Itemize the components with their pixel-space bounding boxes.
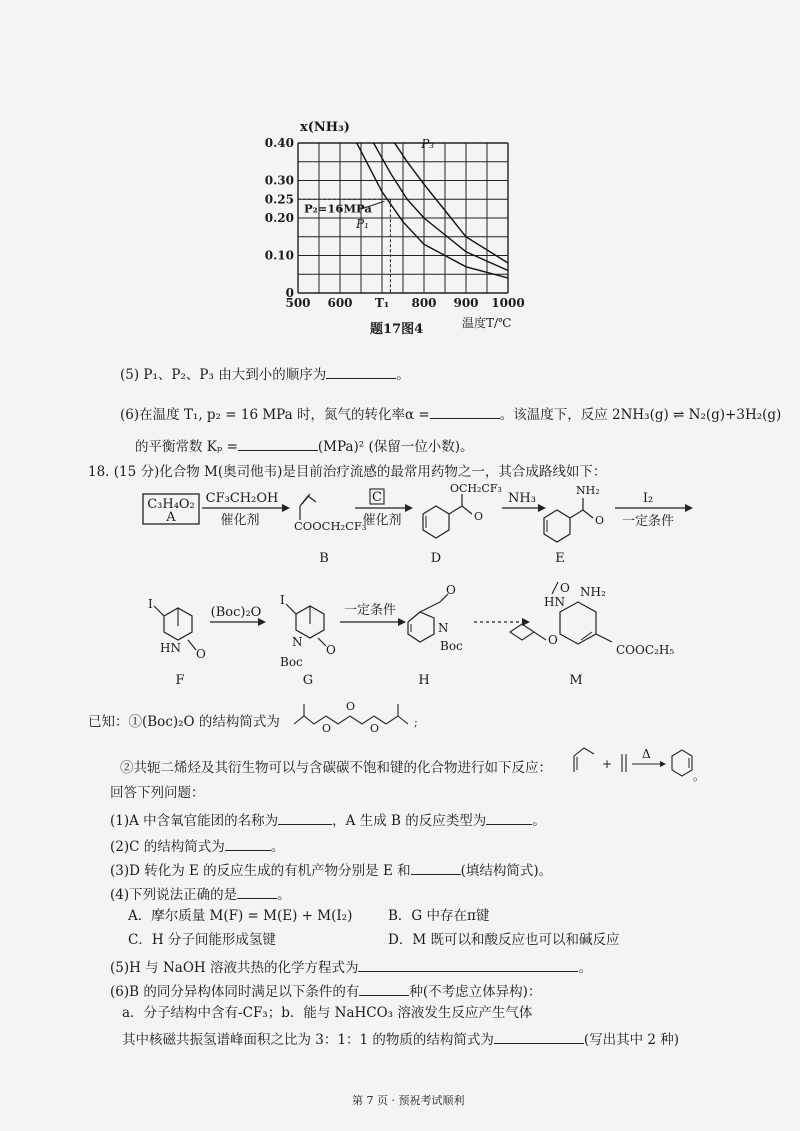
question-18-2 <box>110 838 284 855</box>
x-tick-label: 500 <box>285 296 311 310</box>
s4-blank[interactable] <box>237 886 277 899</box>
y-tick-label: 0.10 <box>264 248 294 263</box>
s1-text-b: ，A 生成 B 的反应类型为 <box>332 813 487 829</box>
x-tick-label: T₁ <box>374 296 390 310</box>
diels-alder-reaction <box>568 742 706 784</box>
compound-d-carbonyl <box>462 506 472 514</box>
compound-c-label: C <box>372 490 382 505</box>
compound-e-carbonyl-o: O <box>595 514 605 527</box>
compound-a-label: A <box>166 510 176 525</box>
compound-b-vinyl <box>300 496 316 506</box>
boc2o-o-3: O <box>370 722 380 735</box>
arrow-g-h-head <box>398 618 406 626</box>
compound-g-iodine: I <box>280 593 285 607</box>
reagent-cf3ch2oh: CF₃CH₂OH <box>205 491 279 506</box>
question-18-3 <box>110 862 552 879</box>
annotation-label: P₂=16MPa <box>304 201 372 216</box>
series-label: P₁ <box>356 216 369 231</box>
product-period: 。 <box>693 769 706 783</box>
s2-blank[interactable] <box>225 838 271 851</box>
compound-g-ring <box>286 604 324 638</box>
y-tick-label: 0.25 <box>264 192 294 207</box>
s3-text-b: (填结构简式)。 <box>460 863 553 879</box>
compound-f-hn: HN <box>160 641 181 655</box>
series-line <box>395 143 508 263</box>
chart-caption: 题17图4 <box>370 322 424 337</box>
s6-end-text: (写出其中 2 种) <box>583 1032 680 1048</box>
period: 。 <box>396 367 410 383</box>
s3-blank[interactable] <box>411 862 461 875</box>
compound-g-carbonyl <box>318 638 326 646</box>
option-b[interactable]: B．G 中存在π键 <box>388 908 490 924</box>
s3-text-a: (3)D 转化为 E 的反应生成的有机产物分别是 E 和 <box>110 863 411 879</box>
s6-blank-count[interactable] <box>359 983 409 996</box>
compound-f-ring <box>154 606 192 640</box>
compound-e-carbonyl <box>583 510 593 518</box>
question-17-5 <box>120 366 410 383</box>
s1-text-a: (1)A 中含氧官能团的名称为 <box>110 813 279 829</box>
compound-e-link <box>570 510 583 518</box>
compound-e-label: E <box>555 551 565 566</box>
period: 。 <box>532 813 546 829</box>
answer-prompt: 回答下列问题： <box>110 785 205 801</box>
compound-m-o: O <box>548 633 558 647</box>
q6-text-c: 的平衡常数 Kₚ = <box>135 439 238 455</box>
question-18-4 <box>110 886 291 903</box>
y-tick-label: 0 <box>285 286 294 300</box>
chart-x-axis-label: 温度T/℃ <box>462 316 512 330</box>
condition-2: 一定条件 <box>343 603 397 618</box>
compound-h-o: O <box>446 583 456 597</box>
boc2o-semicolon: ; <box>414 716 418 729</box>
option-c[interactable]: C．H 分子间能形成氢键 <box>128 932 276 948</box>
nh3-temperature-chart <box>250 115 540 350</box>
question-18-6-conditions: a．分子结构中含有-CF₃；b．能与 NaHCO₃ 溶液发生反应产生气体 <box>122 1005 533 1021</box>
s1-blank-1[interactable] <box>278 812 332 825</box>
known-1-text: 已知：①(Boc)₂O 的结构简式为 <box>88 714 280 730</box>
question-18-6-nmr <box>122 1031 679 1048</box>
q5-text: (5) P₁、P₂、P₃ 由大到小的顺序为 <box>120 367 327 383</box>
y-tick-label: 0.40 <box>264 136 294 150</box>
compound-m-ester-link <box>596 634 612 642</box>
compound-f-o: O <box>196 647 206 661</box>
known-info-2 <box>120 762 552 776</box>
condition-1: 一定条件 <box>621 514 675 529</box>
catalyst-2: 催化剂 <box>362 513 402 528</box>
boc2o-structure <box>290 696 420 736</box>
compound-f-label: F <box>175 673 185 688</box>
s1-blank-2[interactable] <box>486 812 532 825</box>
s6-text-b: 种(不考虑立体异构)： <box>409 984 542 1000</box>
compound-d-link <box>449 506 462 514</box>
compound-g-boc: Boc <box>280 655 303 669</box>
synthesis-scheme-row-2 <box>140 582 700 692</box>
compound-f-carbonyl <box>188 640 196 650</box>
boc2o-skeleton <box>294 716 408 724</box>
arrow-e-f-head <box>685 504 693 512</box>
series-label: P₃ <box>421 136 435 151</box>
option-a[interactable]: A．摩尔质量 M(F) = M(E) + M(I₂) <box>128 908 353 924</box>
period: 。 <box>277 887 291 903</box>
known-2-text: ②共轭二烯烃及其衍生物可以与含碳碳不饱和键的化合物进行如下反应： <box>120 760 552 776</box>
question-18-5 <box>110 959 592 976</box>
reagent-boc2o: (Boc)₂O <box>210 605 262 620</box>
compound-d-ring <box>423 506 449 538</box>
compound-d-substituent: OCH₂CF₃ <box>450 482 502 495</box>
q6-conversion-blank[interactable] <box>430 406 500 419</box>
chart-y-axis-label: x(NH₃) <box>300 120 350 135</box>
compound-e-substituent: NH₂ <box>576 484 600 497</box>
compound-e-ring <box>544 510 570 542</box>
compound-f-iodine: I <box>148 597 153 611</box>
compound-g-o: O <box>326 643 336 657</box>
compound-h-bridge <box>420 602 440 612</box>
s4-text: (4)下列说法正确的是 <box>110 887 238 903</box>
heat-delta: Δ <box>642 747 651 761</box>
q6-text-d: (MPa)² (保留一位小数)。 <box>317 439 474 455</box>
compound-m-acetyl <box>552 582 558 594</box>
s2-text: (2)C 的结构简式为 <box>110 839 225 855</box>
synthesis-scheme-row-1 <box>140 484 700 572</box>
question-18-title: 18. (15 分)化合物 M(奥司他韦)是目前治疗流感的最常用药物之一，其合成路线如下： <box>88 464 607 480</box>
arrow-d-e-head <box>538 504 546 512</box>
compound-m-nh2: NH₂ <box>580 585 606 599</box>
compound-m-acetyl-o: O <box>560 581 570 595</box>
catalyst-1: 催化剂 <box>220 513 260 528</box>
arrow-a-b-head <box>282 504 290 512</box>
q6-text-b: 。该温度下，反应 2NH₃(g) ⇌ N₂(g)+3H₂(g) <box>499 407 782 423</box>
page-footer: 第 7 页 · 预祝考试顺利 <box>352 1094 465 1107</box>
compound-h-label: H <box>418 673 430 688</box>
period: 。 <box>578 960 592 976</box>
s5-text: (5)H 与 NaOH 溶液共热的化学方程式为 <box>110 960 359 976</box>
q5-answer-blank[interactable] <box>326 366 396 379</box>
x-tick-label: 800 <box>411 296 437 310</box>
compound-a-formula: C₃H₄O₂ <box>147 497 195 512</box>
question-17-6 <box>120 406 781 423</box>
compound-h-n: N <box>438 621 449 635</box>
series-line <box>357 143 508 278</box>
known-info-1 <box>88 716 280 730</box>
compound-d-carbonyl-o: O <box>474 510 484 523</box>
compound-d-label: D <box>430 551 442 566</box>
boc2o-o-1: O <box>322 722 332 735</box>
compound-h-boc: Boc <box>440 639 463 653</box>
y-tick-label: 0.20 <box>264 211 294 225</box>
q6-text-a: (6)在温度 T₁, p₂ = 16 MPa 时，氮气的转化率α = <box>120 407 430 423</box>
boc2o-o-2: O <box>346 700 356 713</box>
compound-m-label: M <box>569 673 583 688</box>
x-tick-label: 600 <box>327 296 353 310</box>
compound-g-n: N <box>292 635 303 649</box>
s6-text-a: (6)B 的同分异构体同时满足以下条件的有 <box>110 984 360 1000</box>
compound-h-ring <box>408 612 434 642</box>
option-d[interactable]: D．M 既可以和酸反应也可以和碱反应 <box>388 932 620 948</box>
plus-sign: + <box>602 757 613 771</box>
chart-grid <box>298 143 508 293</box>
arrow-b-d-head <box>405 504 413 512</box>
q6-kp-blank[interactable] <box>238 438 318 451</box>
question-18-6 <box>110 983 541 1000</box>
y-tick-label: 0.30 <box>264 173 294 188</box>
question-18-1 <box>110 812 546 829</box>
reagent-i2: I₂ <box>642 491 654 506</box>
compound-g-label: G <box>302 673 314 688</box>
reagent-nh3: NH₃ <box>508 491 536 506</box>
compound-m-ester: COOC₂H₅ <box>616 643 675 657</box>
s6-nmr-text: 其中核磁共振氢谱峰面积之比为 3：1：1 的物质的结构简式为 <box>122 1032 494 1048</box>
x-tick-label: 1000 <box>491 296 525 310</box>
compound-m-ring <box>560 602 596 644</box>
compound-b-label: B <box>319 551 329 566</box>
compound-m-hn: HN <box>544 595 565 609</box>
x-tick-label: 900 <box>453 296 479 310</box>
s6-structure-blank[interactable] <box>494 1031 584 1044</box>
compound-m-pentyl <box>510 624 546 640</box>
period: 。 <box>270 839 285 855</box>
compound-b-bond <box>302 494 310 504</box>
compound-b-ester: COOCH₂CF₃ <box>294 519 367 533</box>
heat-arrow-head <box>660 761 666 767</box>
question-17-6-kp <box>135 438 474 455</box>
s5-blank[interactable] <box>358 959 578 972</box>
